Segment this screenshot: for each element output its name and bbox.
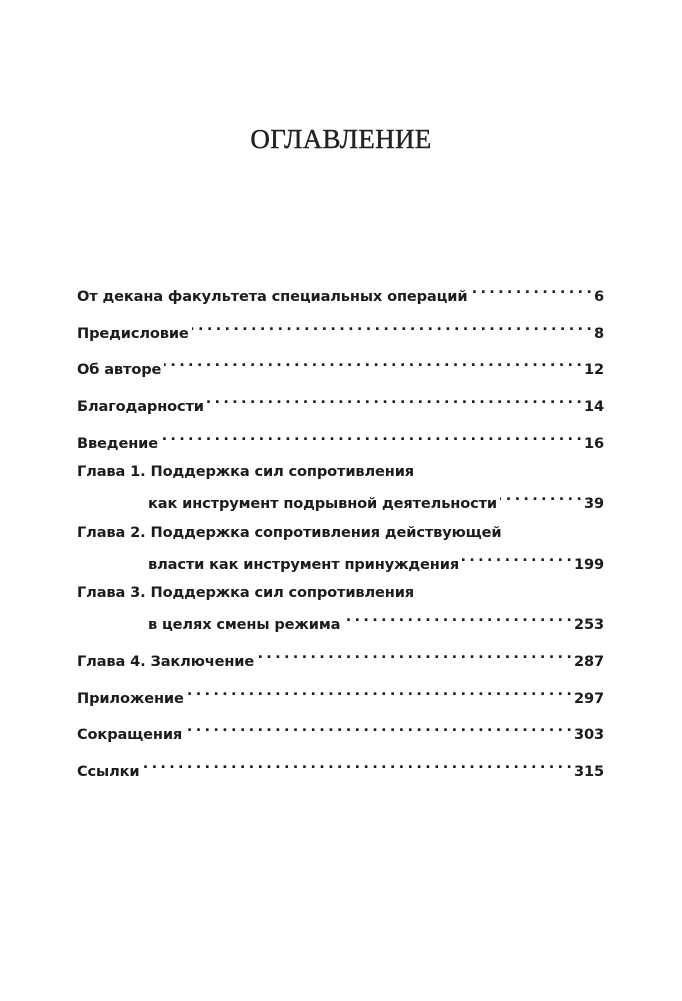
toc-entry-chapter-2[interactable] (77, 521, 604, 573)
dot-leader (500, 484, 581, 508)
toc-entry-acknowledgements[interactable] (77, 387, 604, 416)
chapter-number: Глава 2. (77, 523, 146, 541)
toc-entry-page: 287 (573, 652, 604, 670)
toc-entry-label: Поддержка сил сопротивления (150, 463, 415, 481)
toc-entry-page: 303 (573, 726, 604, 744)
dot-leader (142, 752, 571, 776)
dot-leader (462, 545, 571, 569)
dot-leader (192, 314, 591, 338)
toc-entry-label: Предисловие (77, 324, 189, 342)
dot-leader (164, 350, 581, 374)
toc-entry-label-continued: власти как инструмент принуждения (148, 555, 460, 573)
toc-entry-label: Сокращения (77, 726, 183, 744)
toc-entry-page: 199 (573, 555, 604, 573)
dot-leader (207, 387, 581, 411)
toc-entry-label: Об авторе (77, 361, 162, 379)
toc-entry-label: Заключение (150, 652, 255, 670)
toc-entry-label-continued: как инструмент подрывной деятельности (148, 495, 497, 513)
toc-entry-page: 6 (593, 288, 604, 305)
toc-entry-page: 14 (583, 398, 604, 416)
toc-entry-page: 8 (593, 324, 604, 342)
toc-entry-preface[interactable] (77, 314, 604, 342)
toc-entry-chapter-1[interactable] (77, 460, 604, 513)
toc-entry-page: 253 (573, 616, 604, 634)
chapter-number: Глава 1. (77, 463, 146, 481)
toc-entry-label: Благодарности (77, 398, 204, 416)
dot-leader (161, 424, 581, 448)
dot-leader (343, 605, 571, 629)
toc-entry-abbreviations[interactable] (77, 715, 604, 744)
dot-leader (187, 679, 571, 703)
toc-entry-label: Поддержка сил сопротивления (150, 584, 415, 602)
toc-entry-about-author[interactable] (77, 350, 604, 379)
toc-entry-label: От декана факультета специальных операций (77, 288, 468, 305)
toc-entry-label: Приложение (77, 689, 184, 707)
toc-entry-label: Поддержка сопротивления действующей (150, 523, 502, 541)
chapter-number: Глава 3. (77, 584, 146, 602)
dot-leader (257, 642, 571, 666)
toc-entry-dean-foreword[interactable] (77, 277, 604, 305)
toc-entry-appendix[interactable] (77, 679, 604, 707)
toc-entry-references[interactable] (77, 752, 604, 780)
toc-entry-introduction[interactable] (77, 424, 604, 452)
toc-entry-label: Ссылки (77, 763, 140, 780)
toc-entry-chapter-3[interactable] (77, 581, 604, 634)
toc-entry-page: 39 (583, 495, 604, 513)
table-of-contents (77, 277, 604, 789)
toc-entry-chapter-4[interactable] (77, 642, 604, 670)
toc-entry-label: Введение (77, 434, 158, 452)
dot-leader (470, 277, 591, 301)
toc-entry-page: 12 (583, 361, 604, 379)
toc-entry-page: 297 (573, 689, 604, 707)
toc-entry-label-continued: в целях смены режима (148, 616, 341, 634)
chapter-number: Глава 4. (77, 652, 146, 670)
dot-leader (185, 715, 571, 739)
toc-entry-page: 315 (573, 763, 604, 780)
page-title: ОГЛАВЛЕНИЕ (250, 124, 432, 154)
toc-entry-page: 16 (583, 434, 604, 452)
